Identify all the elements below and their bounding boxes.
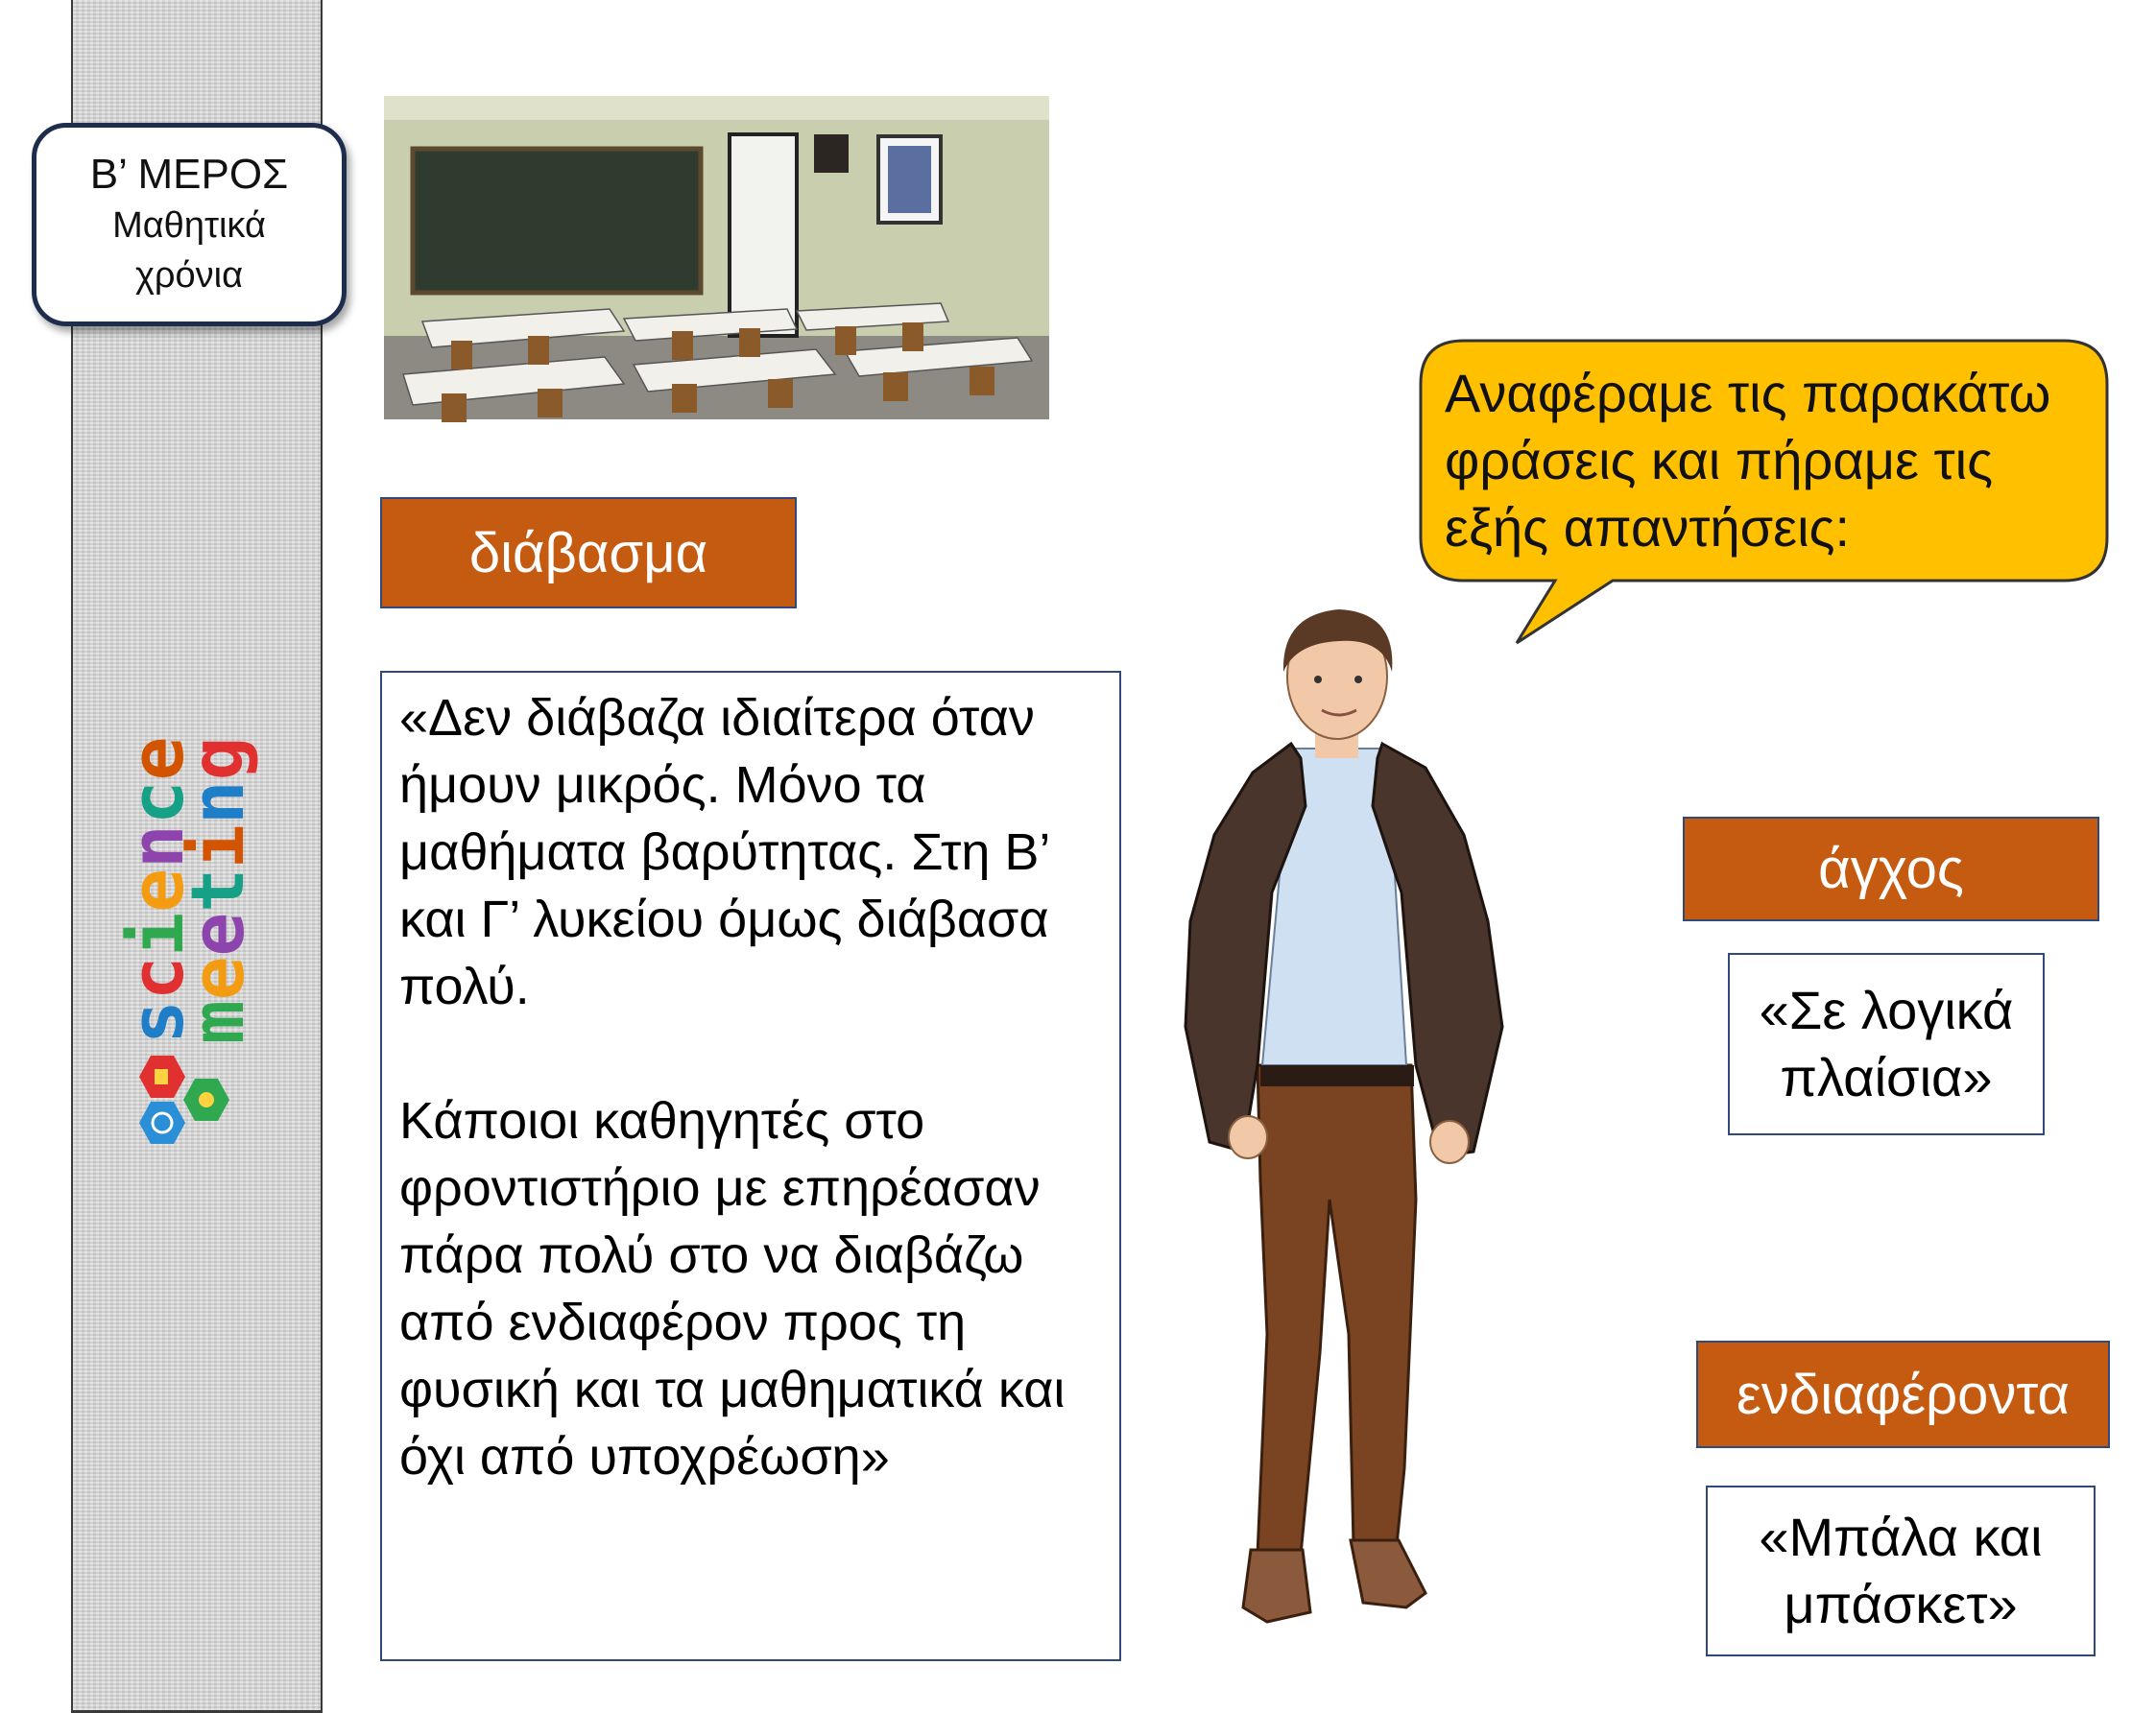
section-label-box <box>32 123 347 326</box>
subtitle-line-1: Μαθητικά <box>112 205 266 246</box>
topic-interests-label: ενδιαφέροντα <box>1696 1341 2110 1448</box>
bubble-line-3: εξής απαντήσεις: <box>1445 497 1851 558</box>
speech-bubble-text <box>1445 360 2097 561</box>
logo-line-1: science <box>114 736 200 1044</box>
anxiety-quote-box <box>1728 953 2045 1135</box>
study-quote-box <box>380 671 1121 1661</box>
subtitle-line-2: χρόνια <box>134 255 244 296</box>
study-quote-paragraph-1: «Δεν διάβαζα ιδιαίτερα όταν ήμουν μικρός. Μόνο τα μαθήματα βαρύτητας. Στη Β’ και Γ’ λυκείου όμως διάβασα πολύ. <box>399 689 1049 1015</box>
bubble-line-2: φράσεις και πήραμε τις <box>1445 430 1994 490</box>
topic-anxiety-label: άγχος <box>1683 817 2099 921</box>
part-label: Β’ ΜΕΡΟΣ <box>89 151 289 198</box>
study-quote-paragraph-2: Κάποιοι καθηγητές στο φροντιστήριο με επηρέασαν πάρα πολύ στο να διαβάζω από ενδιαφέρον προς τη φυσική και τα μαθηματικά και όχι από υποχρέωση» <box>399 1092 1066 1486</box>
interests-quote-line-1: «Μπάλα και <box>1759 1507 2043 1567</box>
anxiety-quote-line-1: «Σε λογικά <box>1759 980 2014 1040</box>
bubble-line-1: Αναφέραμε τις παρακάτω <box>1445 363 2051 423</box>
classroom-photo <box>384 96 1049 419</box>
logo-line-2: meeting <box>175 736 260 1044</box>
anxiety-quote-line-2: πλαίσια» <box>1780 1047 1993 1107</box>
science-meeting-logo <box>114 614 260 1152</box>
interests-quote-line-2: μπάσκετ» <box>1784 1574 2018 1634</box>
logo-hexagons <box>139 1056 229 1144</box>
man-illustration <box>1176 605 1521 1627</box>
interests-quote-box <box>1706 1486 2096 1656</box>
topic-study-label: διάβασμα <box>380 497 797 608</box>
